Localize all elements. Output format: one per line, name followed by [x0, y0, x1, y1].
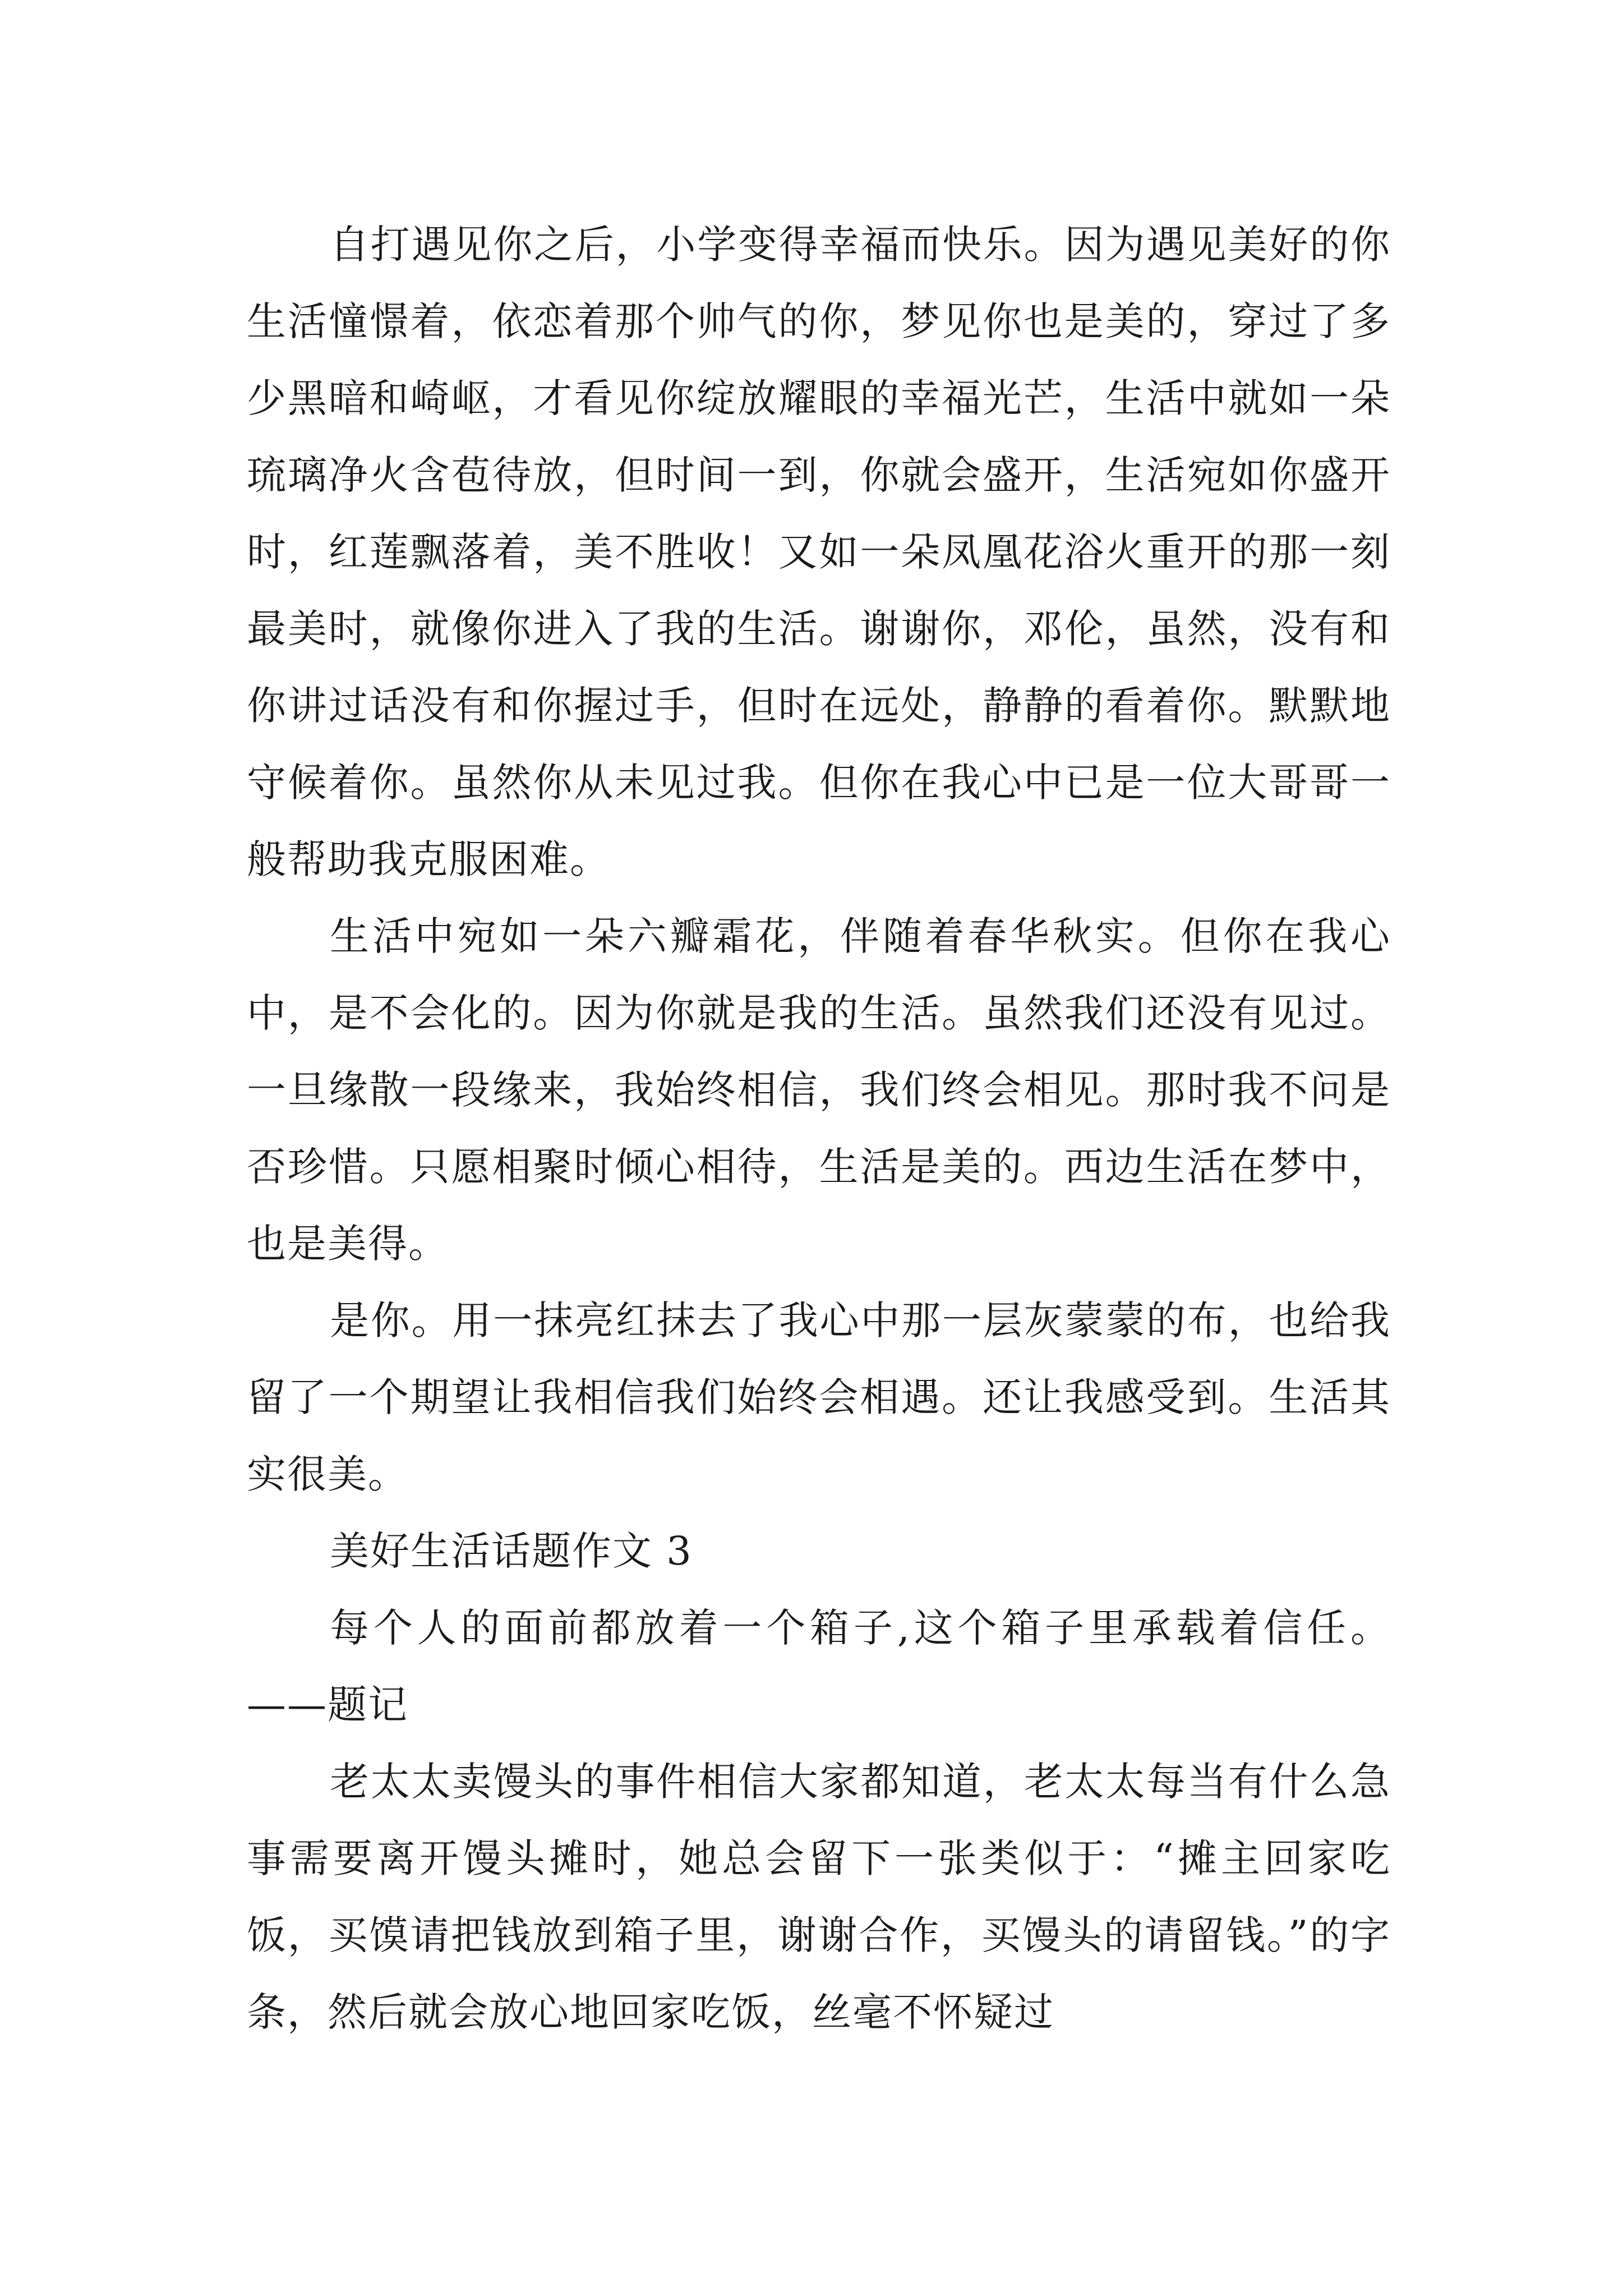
- essay-body: [247, 206, 1391, 2051]
- paragraph-3: 是你。用一抹亮红抹去了我心中那一层灰蒙蒙的布，也给我留了一个期望让我相信我们始终会相遇。还让我感受到。生活其实很美。: [247, 1297, 1391, 1497]
- paragraph-5: 老太太卖馒头的事件相信大家都知道，老太太每当有什么急事需要离开馒头摊时，她总会留下一张类似于：“摊主回家吃饭，买馍请把钱放到箱子里，谢谢合作，买馒头的请留钱。”的字条，然后就会放心地回家吃饭，丝毫不怀疑过: [247, 1759, 1391, 2035]
- paragraph-epigraph: 每个人的面前都放着一个箱子,这个箱子里承载着信任。——题记: [247, 1605, 1391, 1728]
- essay-heading: 美好生活话题作文 3: [330, 1528, 693, 1574]
- paragraph-2: 生活中宛如一朵六瓣霜花，伴随着春华秋实。但你在我心中，是不会化的。因为你就是我的生活。虽然我们还没有见过。一旦缘散一段缘来，我始终相信，我们终会相见。那时我不问是否珍惜。只愿相聚时倾心相待，生活是美的。西边生活在梦中，也是美得。: [247, 913, 1391, 1267]
- paragraph-1: 自打遇见你之后，小学变得幸福而快乐。因为遇见美好的你生活憧憬着，依恋着那个帅气的你，梦见你也是美的，穿过了多少黑暗和崎岖，才看见你绽放耀眼的幸福光芒，生活中就如一朵琉璃净火含苞待放，但时间一到，你就会盛开，生活宛如你盛开时，红莲飘落着，美不胜收！又如一朵凤凰花浴火重开的那一刻最美时，就像你进入了我的生活。谢谢你，邓伦，虽然，没有和你讲过话没有和你握过手，但时在远处，静静的看着你。默默地守候着你。虽然你从未见过我。但你在我心中已是一位大哥哥一般帮助我克服困难。: [247, 222, 1391, 882]
